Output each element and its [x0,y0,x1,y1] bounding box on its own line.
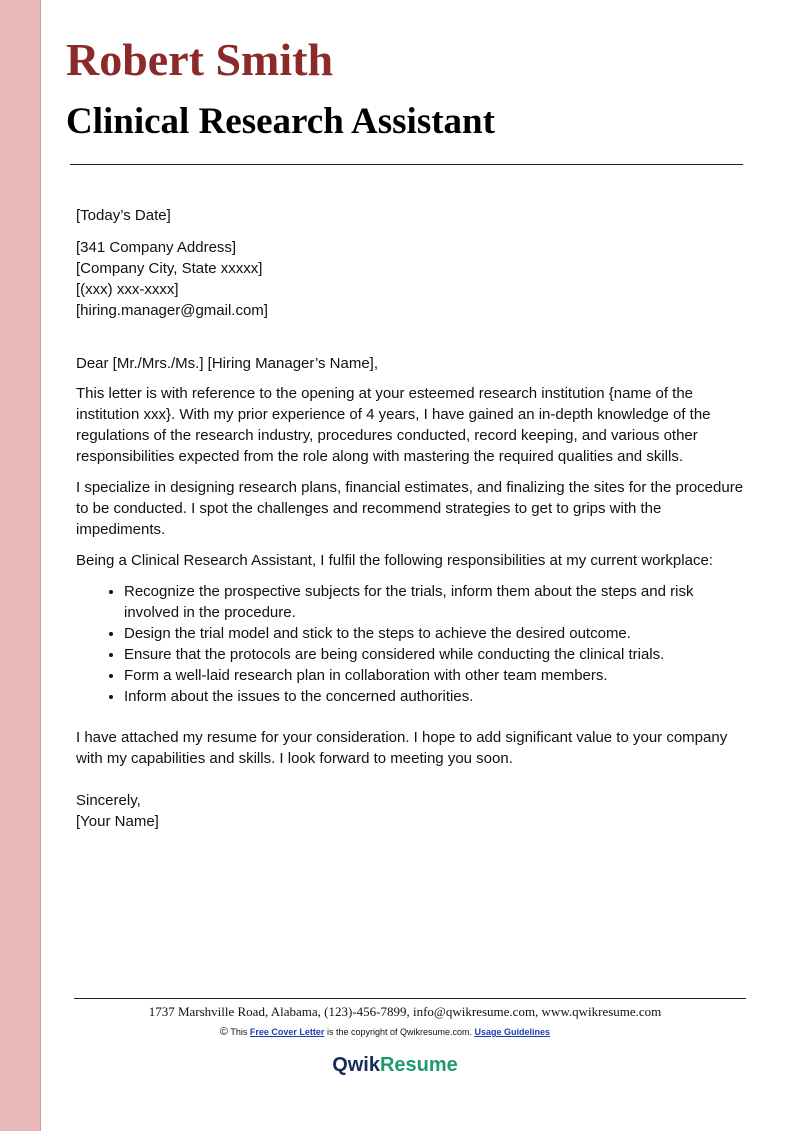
body-paragraph: This letter is with reference to the opening at your esteemed research institution {name of the institution xxx}. With my prior experience of 4 years, I have gained an in-depth knowledge of the regulations of the research industry, procedures conducted, record keeping, and various other responsibilities expected from the role along with mastering the required qualities and skills. [76,385,711,465]
body-paragraph: Being a Clinical Research Assistant, I fulfil the following responsibilities at my current workplace: [76,552,713,569]
header-divider [70,164,743,165]
list-item: • Inform about the issues to the concerned authorities. [124,686,746,707]
recipient-address [76,237,746,321]
sidebar-accent-bar [0,0,41,1131]
copyright-prefix: This [230,1027,248,1037]
salutation: Dear [Mr./Mrs./Ms.] [Hiring Manager’s Name], [76,355,379,372]
copyright-notice [0,1025,770,1039]
sign-off: Sincerely, [76,792,141,809]
qwikresume-logo[interactable] [0,1052,790,1078]
body-paragraph: I specialize in designing research plans, financial estimates, and finalizing the sites for the procedure to be conducted. I spot the challenges and recommend strategies to get to grips with the impediments. [76,479,744,538]
letter-date: [Today’s Date] [76,207,171,224]
address-line: [Company City, State xxxxx] [76,260,263,277]
logo-qwik: Qwik [332,1054,380,1076]
applicant-name: Robert Smith [66,34,334,85]
list-item: • Recognize the prospective subjects for the trials, inform them about the steps and risk involved in the procedure. [124,581,746,623]
usage-guidelines-link[interactable]: Usage Guidelines [474,1027,551,1037]
copyright-text: is the copyright of Qwikresume.com. [326,1027,473,1037]
closing-paragraph: I have attached my resume for your consideration. I hope to add significant value to your company with my capabilities and skills. I look forward to meeting you soon. [76,729,728,767]
list-item: • Design the trial model and stick to the steps to achieve the desired outcome. [124,623,746,644]
free-cover-letter-link[interactable]: Free Cover Letter [249,1027,325,1037]
job-title: Clinical Research Assistant [66,101,495,142]
signature: [Your Name] [76,813,159,830]
list-item: • Ensure that the protocols are being considered while conducting the clinical trials. [124,644,746,665]
address-line: [(xxx) xxx-xxxx] [76,281,179,298]
list-item: • Form a well-laid research plan in collaboration with other team members. [124,665,746,686]
footer-address: 1737 Marshville Road, Alabama, (123)-456-7899, info@qwikresume.com, www.qwikresume.com [148,1004,662,1019]
responsibilities-list [76,581,746,707]
logo-resume: Resume [379,1054,458,1076]
letter-body [76,205,746,832]
address-line: [341 Company Address] [76,239,237,256]
copyright-icon: © [219,1026,229,1038]
footer-divider [74,998,746,999]
address-line: [hiring.manager@gmail.com] [76,302,268,319]
